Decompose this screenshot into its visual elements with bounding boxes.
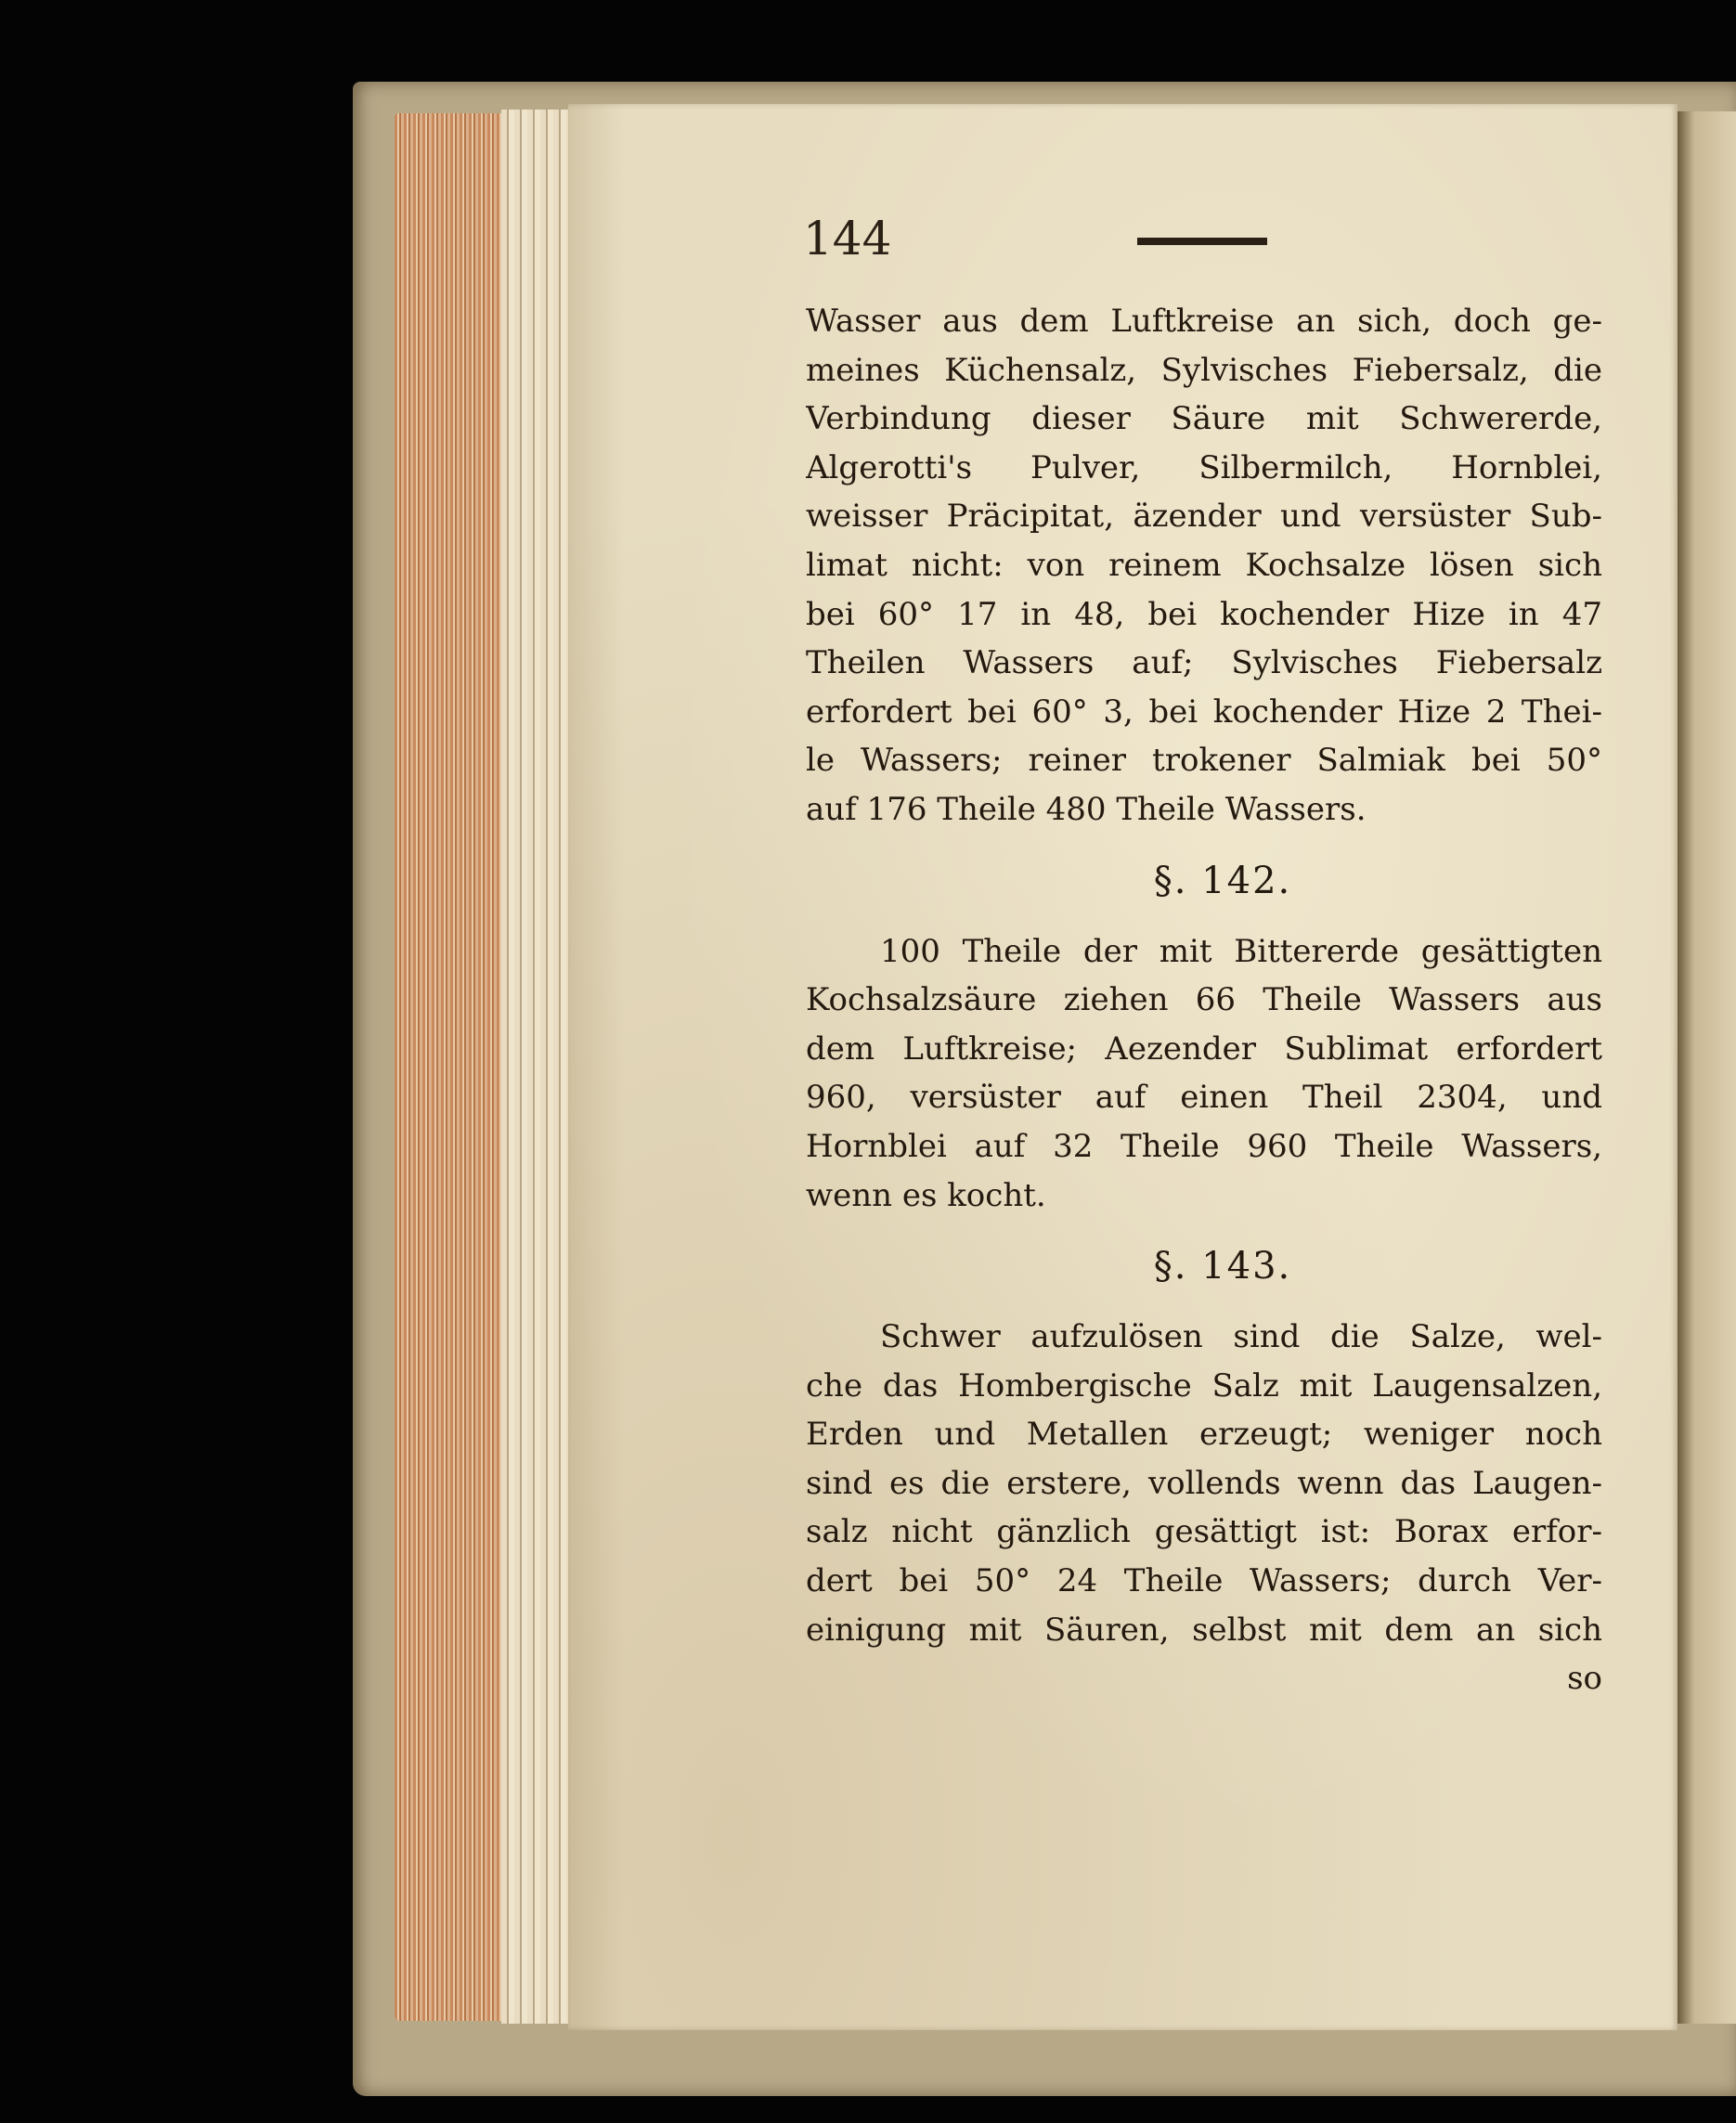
page-text: [806, 297, 1602, 1703]
text-line: meines Küchensalz, Sylvisches Fiebersalz, die: [806, 351, 1602, 389]
text-line: Theilen Wassers auf; Sylvisches Fiebersalz: [806, 644, 1602, 682]
text-line: dert bei 50° 24 Theile Wassers; durch Ver-: [806, 1562, 1602, 1600]
text-line: limat nicht: von reinem Kochsalze lösen sich: [806, 546, 1602, 584]
text-line: 100 Theile der mit Bittererde gesättigten: [880, 932, 1602, 970]
section-143-body: [806, 1313, 1602, 1654]
section-heading-142: §. 142.: [1153, 859, 1292, 902]
section-142-body: [806, 927, 1602, 1221]
text-line: erfordert bei 60° 3, bei kochender Hize 2 Thei-: [806, 693, 1602, 731]
paragraph-continued: [806, 297, 1602, 835]
page-number: 144: [803, 212, 892, 265]
text-line: Algerotti's Pulver, Silbermilch, Hornblei,: [806, 448, 1602, 486]
text-line: Kochsalzsäure ziehen 66 Theile Wassers aus: [806, 981, 1602, 1019]
text-line: bei 60° 17 in 48, bei kochender Hize in 47: [806, 595, 1602, 633]
header-rule: [1137, 238, 1267, 245]
text-line: Schwer aufzulösen sind die Salze, wel-: [880, 1318, 1602, 1356]
text-line: weisser Präcipitat, äzender und versüster Sub-: [806, 498, 1602, 536]
text-line: dem Luftkreise; Aezender Sublimat erfordert: [806, 1029, 1602, 1068]
text-line: auf 176 Theile 480 Theile Wassers.: [806, 790, 1367, 828]
facing-page-gutter: [1678, 111, 1736, 2024]
page-edges-inner: [501, 110, 576, 2024]
text-line: Verbindung dieser Säure mit Schwererde,: [806, 400, 1602, 438]
text-line: sind es die erstere, vollends wenn das Laugen-: [806, 1464, 1602, 1502]
page-header: [803, 212, 1601, 267]
text-line: salz nicht gänzlich gesättigt ist: Borax erfor-: [806, 1513, 1602, 1551]
section-heading-143: §. 143.: [1153, 1245, 1292, 1288]
catchword: so: [1567, 1660, 1602, 1698]
text-line: le Wassers; reiner trokener Salmiak bei 50°: [806, 742, 1602, 780]
text-line: einigung mit Säuren, selbst mit dem an sich: [806, 1611, 1602, 1649]
text-line: wenn es kocht.: [806, 1176, 1046, 1214]
text-line: Hornblei auf 32 Theile 960 Theile Wassers,: [806, 1127, 1602, 1165]
text-line: che das Hombergische Salz mit Laugensalzen,: [806, 1366, 1602, 1405]
text-line: Wasser aus dem Luftkreise an sich, doch ge-: [806, 303, 1602, 340]
text-line: Erden und Metallen erzeugt; weniger noch: [806, 1416, 1602, 1454]
text-line: 960, versüster auf einen Theil 2304, und: [806, 1079, 1602, 1117]
